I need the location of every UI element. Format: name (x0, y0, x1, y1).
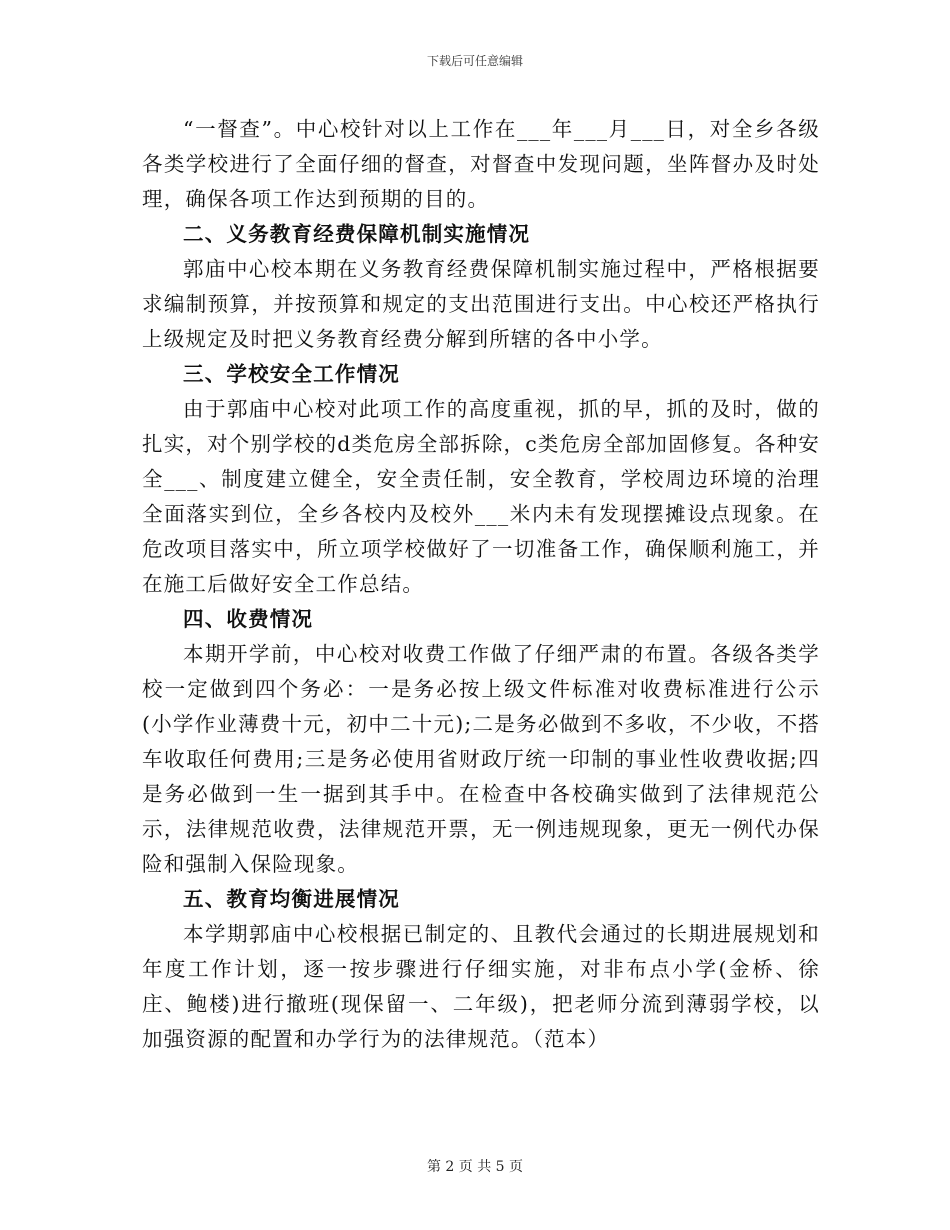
heading-school-safety: 三、学校安全工作情况 (183, 362, 400, 386)
paragraph-fees: 本期开学前，中心校对收费工作做了仔细严肃的布置。各级各类学校一定做到四个务必：一是务必按上级文件标准对收费标准进行公示(小学作业薄费十元，初中二十元);二是务必做到不多收，不少收，不搭车收取任何费用;三是务必使用省财政厅统一印制的事业性收费收据;四是务必做到一生一据到其手中。在检查中各校确实做到了法律规范公示，法律规范收费，法律规范开票，无一例违规现象，更无一例代办保险和强制入保险现象。 (142, 642, 820, 876)
page-header: 下载后可任意编辑 (426, 54, 523, 68)
page-number: 第 2 页 共 5 页 (426, 1159, 524, 1175)
heading-funding-mechanism: 二、义务教育经费保障机制实施情况 (183, 222, 531, 246)
paragraph-supervision: “一督查”。中心校针对以上工作在___年___月___日，对全乡各级各类学校进行了全面仔细的督查，对督查中发现问题，坐阵督办及时处理，确保各项工作达到预期的目的。 (142, 117, 820, 211)
paragraph-funding-mechanism: 郭庙中心校本期在义务教育经费保障机制实施过程中，严格根据要求编制预算，并按预算和规定的支出范围进行支出。中心校还严格执行上级规定及时把义务教育经费分解到所辖的各中小学。 (142, 257, 820, 351)
heading-balanced-development: 五、教育均衡进展情况 (183, 887, 400, 911)
heading-fees: 四、收费情况 (183, 607, 314, 631)
paragraph-school-safety: 由于郭庙中心校对此项工作的高度重视，抓的早，抓的及时，做的扎实，对个别学校的d类危房全部拆除，c类危房全部加固修复。各种安全___、制度建立健全，安全责任制，安全教育，学校周边环境的治理全面落实到位，全乡各校内及校外___米内未有发现摆摊设点现象。在危改项目落实中，所立项学校做好了一切准备工作，确保顺利施工，并在施工后做好安全工作总结。 (142, 397, 821, 596)
document-body (142, 112, 820, 1057)
paragraph-balanced-development: 本学期郭庙中心校根据已制定的、且教代会通过的长期进展规划和年度工作计划，逐一按步骤进行仔细实施，对非布点小学(金桥、徐庄、鲍楼)进行撤班(现保留一、二年级)，把老师分流到薄弱学校，以加强资源的配置和办学行为的法律规范。（范本） (142, 922, 820, 1051)
